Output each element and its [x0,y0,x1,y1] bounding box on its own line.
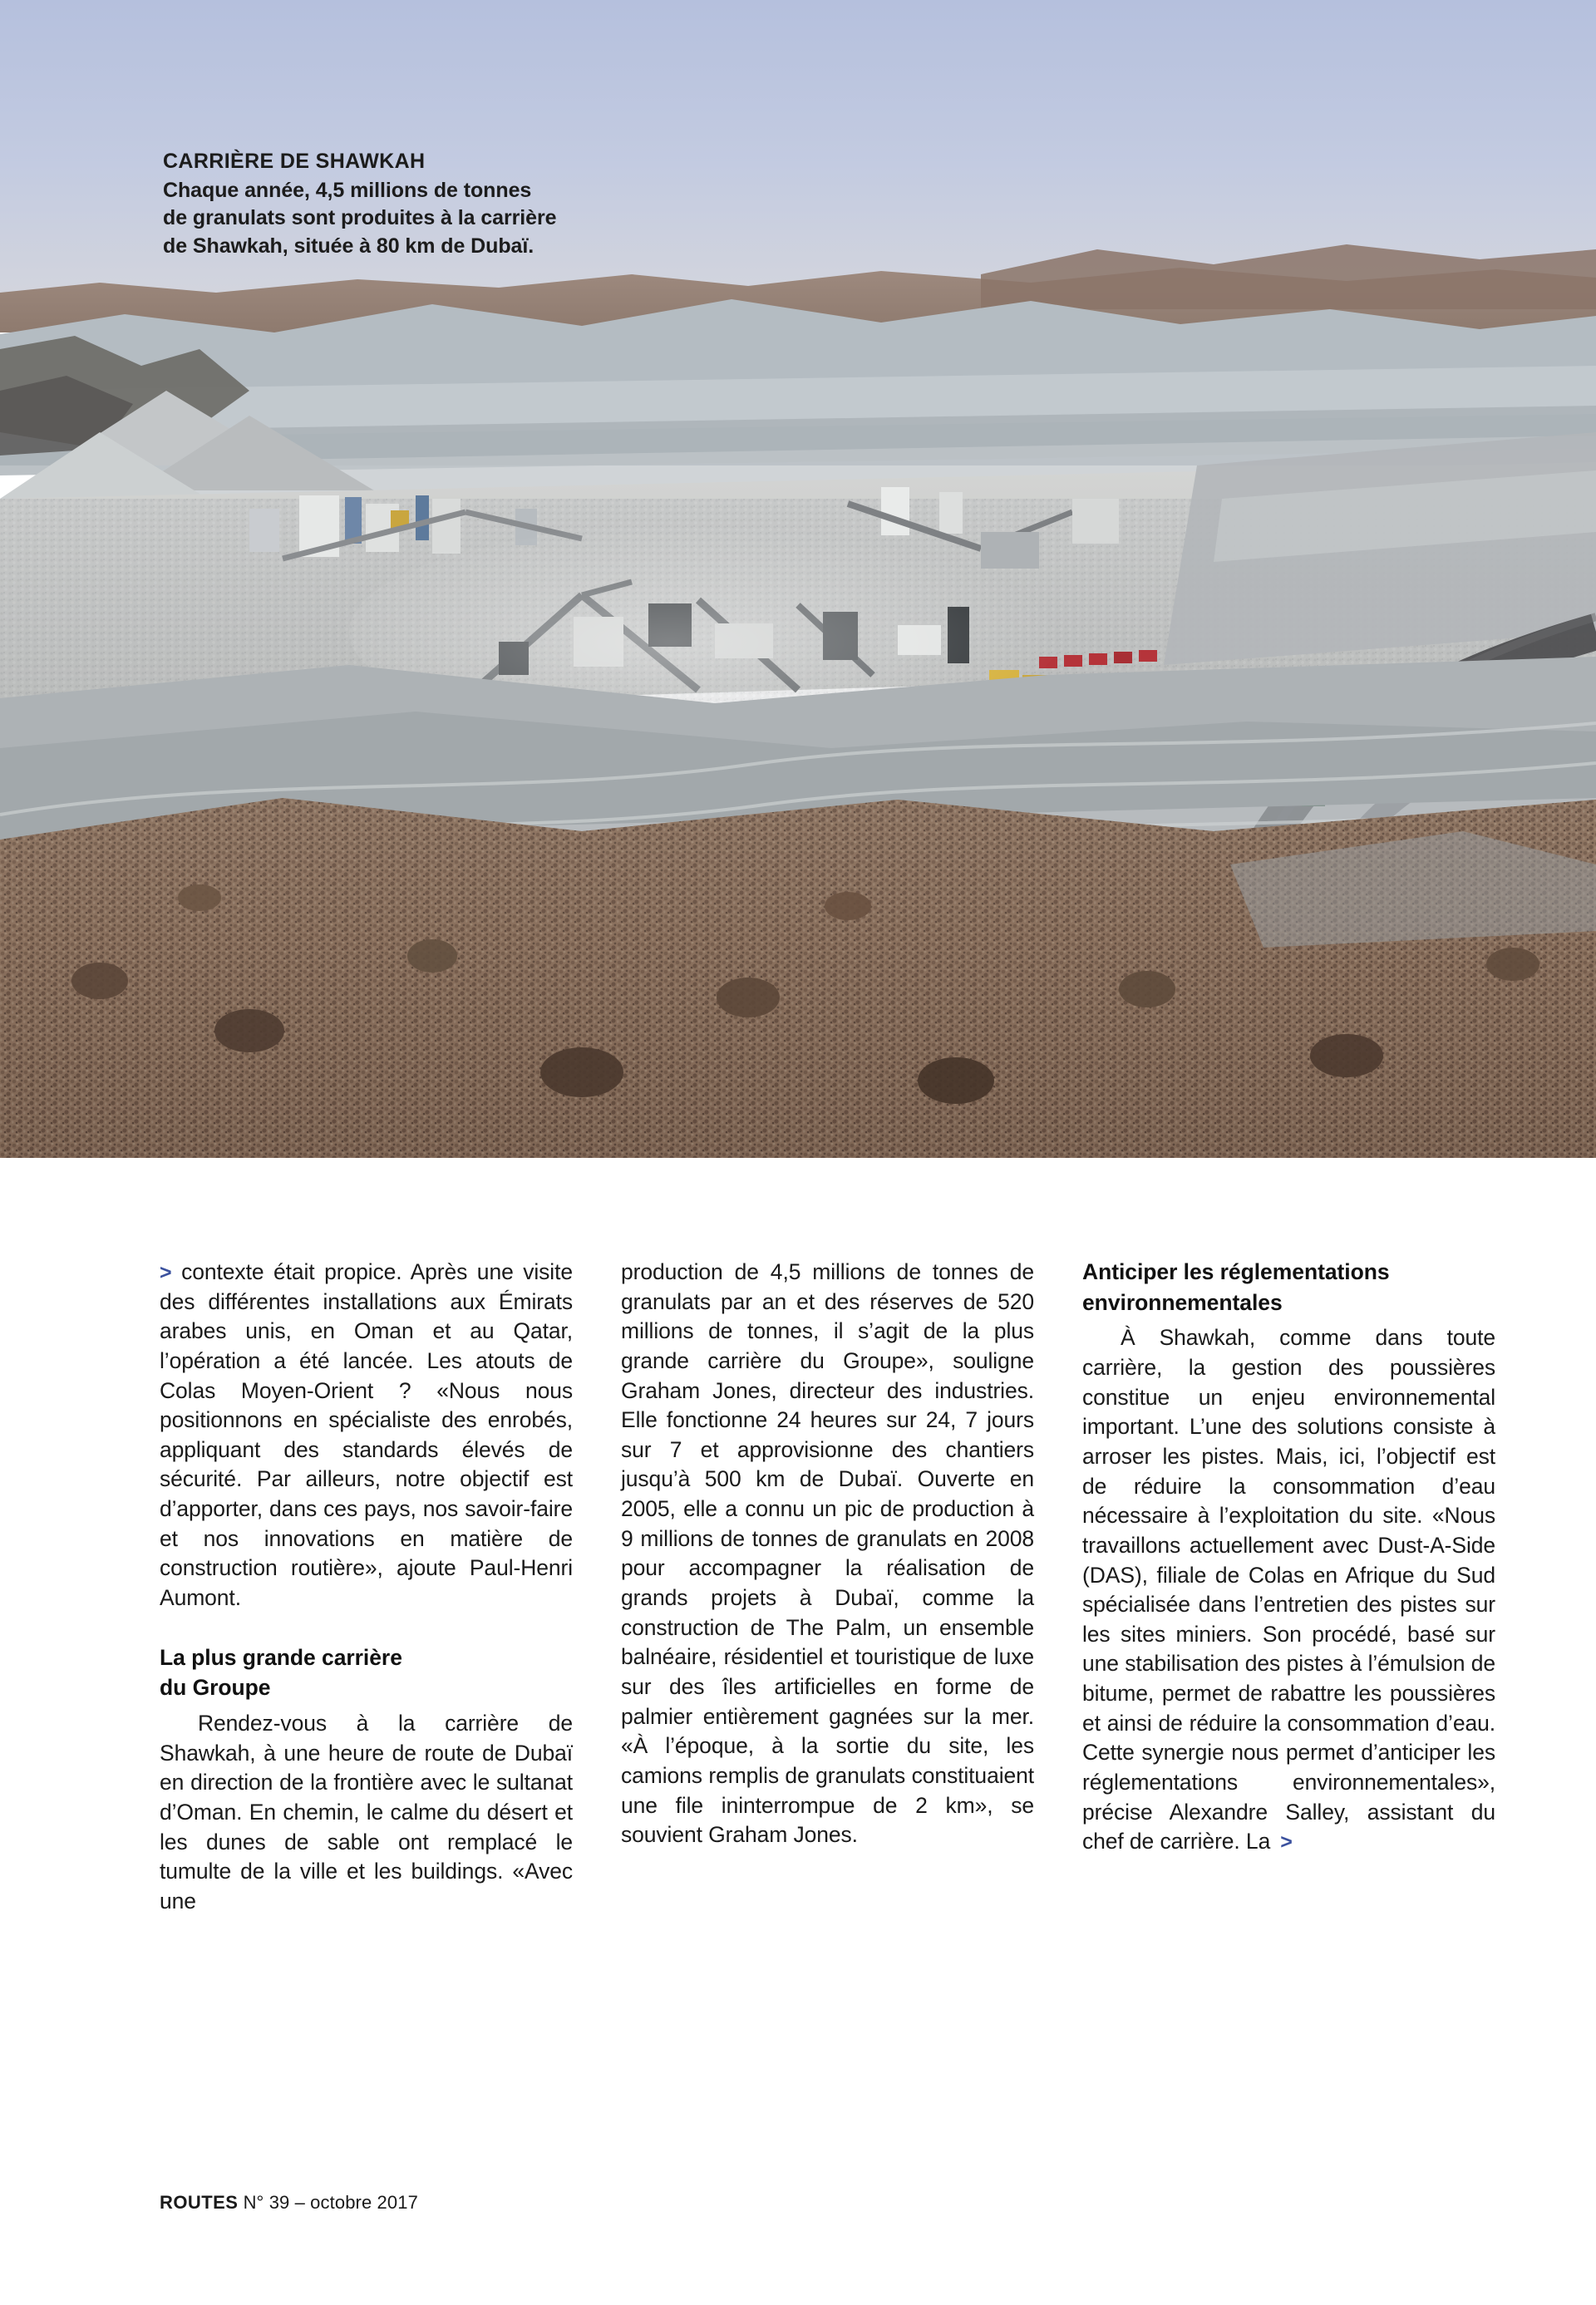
caption-line-1: Chaque année, 4,5 millions de tonnes [163,178,532,202]
continuation-chevron-icon: > [160,1261,172,1284]
column-2 [621,1258,1034,1917]
caption-title: CARRIÈRE DE SHAWKAH [163,150,426,173]
subheading-largest-quarry-line-2: du Groupe [160,1675,271,1701]
column-1 [160,1258,573,1917]
col2-paragraph-1: production de 4,5 millions de tonnes de granulats par an et des réserves de 520 millions de tonnes, il s’agit de la plus grande carrière du Groupe», souligne Graham Jones, directeur des industries. Elle fonctionne 24 heures sur 24, 7 jours sur 7 et approvisionne des chantiers jusqu’à 500 km de Dubaï. Ouverte en 2005, elle a connu un pic de production à 9 millions de tonnes de granulats en 2008 pour accompagner la réalisation de grands projets à Dubaï, comme la construction de The Palm, un ensemble balnéaire, résidentiel et touristique de luxe sur des îles artificielles en forme de palmier entièrement gagnées sur la mer. «À l’époque, à la sortie du site, les camions remplis de granulats constituaient une file ininterrompue de 2 km», se souvient Graham Jones. [621,1259,1034,1848]
column-3 [1082,1258,1495,1917]
spacer [160,1613,573,1643]
footer-publication-name: ROUTES [160,2192,239,2213]
col1-paragraph-1-text: contexte était propice. Après une visite des différentes installations aux Émirats arabes unis, en Oman et au Qatar, l’opération a été lancée. Les atouts de Colas Moyen-Orient ? «Nous nous positionnons en spécialiste des enrobés, appliquant des standards élevés de sécurité. Par ailleurs, notre objectif est d’apporter, dans ces pays, nos savoir-faire et nos innovations en matière de construction routière», ajoute Paul-Henri Aumont. [160,1259,573,1611]
caption-line-2: de granulats sont produites à la carrière [163,206,557,229]
col1-paragraph-2: Rendez-vous à la carrière de Shawkah, à une heure de route de Dubaï en direction de la frontière avec le sultanat d’Oman. En chemin, le calme du désert et les dunes de sable ont remplacé le tumulte de la ville et les buildings. «Avec une [160,1711,573,1913]
paragraph-continuation [160,1258,573,1613]
subheading-regulations-line-2: environnementales [1082,1289,1283,1315]
continued-chevron-icon: > [1280,1830,1293,1854]
page-footer [160,2192,418,2214]
subheading-regulations-line-1: Anticiper les réglementations [1082,1259,1390,1284]
subheading-largest-quarry-line-1: La plus grande carrière [160,1644,402,1670]
photo-caption [163,148,628,260]
footer-issue: N° 39 – octobre 2017 [243,2192,418,2213]
col3-paragraph-1-text: À Shawkah, comme dans toute carrière, la gestion des poussières constitue un enjeu environnemental important. L’une des solutions consiste à arroser les pistes. Mais, ici, l’objectif est de réduire la consommation d’eau nécessaire à l’exploitation du site. «Nous travaillons actuellement avec Dust-A-Side (DAS), filiale de Colas en Afrique du Sud spécialisée dans l’entretien des pistes sur les sites miniers. Son procédé, basé sur une stabilisation des pistes à l’émulsion de bitume, permet de rabattre les poussières et ainsi de réduire la consommation d’eau. Cette synergie nous permet d’anticiper les réglementations environnementales», précise Alexandre Salley, assistant du chef de carrière. La [1082,1325,1495,1854]
col3-paragraph-1 [1082,1323,1495,1857]
article-columns [160,1258,1496,1917]
caption-line-3: de Shawkah, située à 80 km de Dubaï. [163,234,534,258]
